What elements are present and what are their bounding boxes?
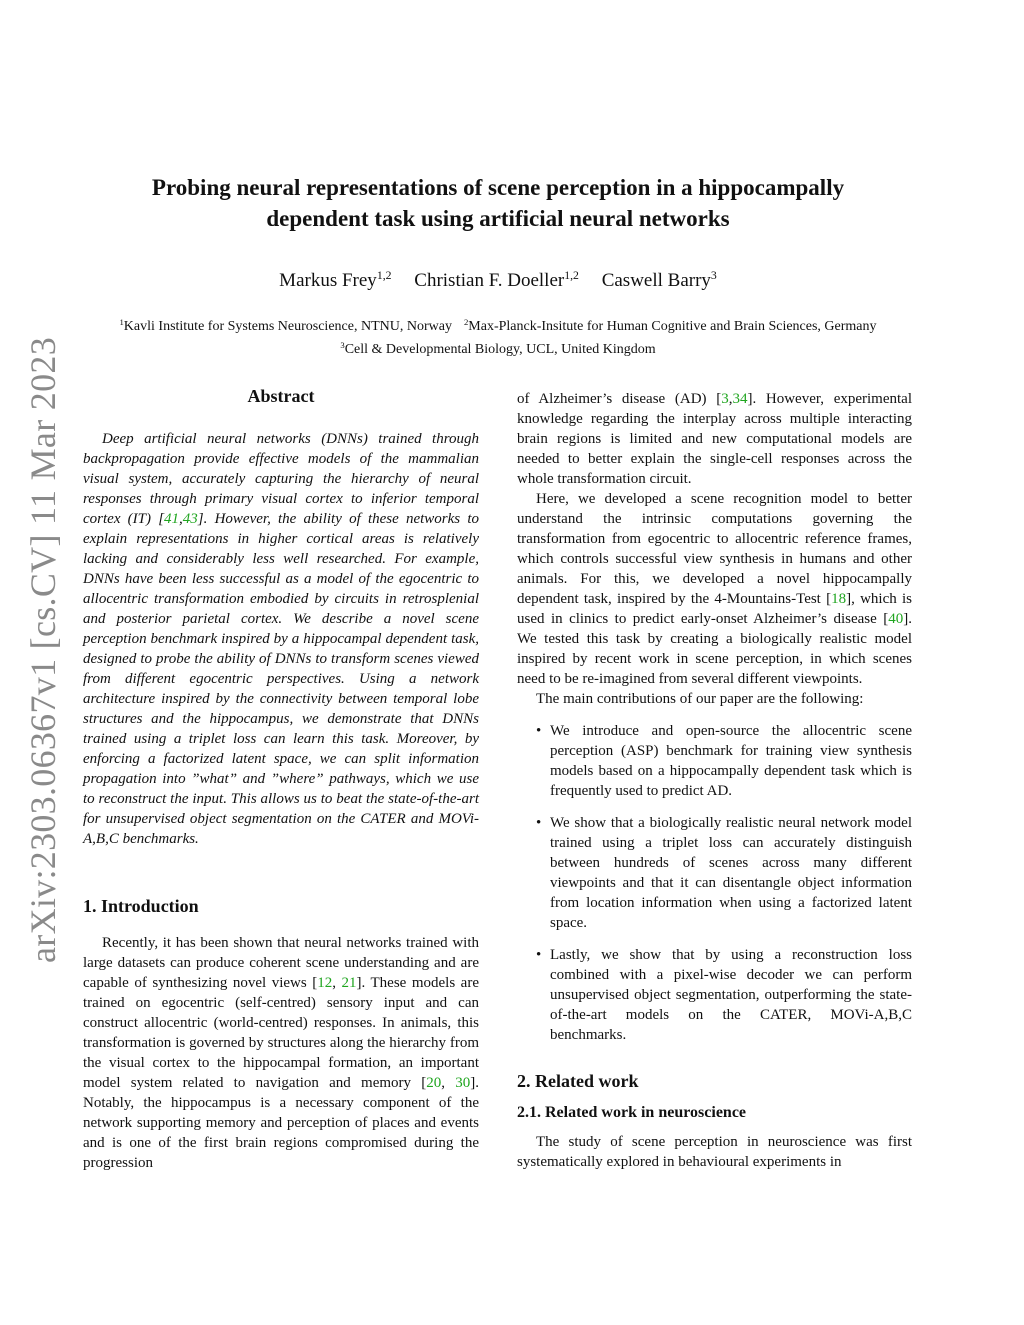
author-name: Christian F. Doeller [414, 270, 565, 291]
citation-link[interactable]: 30 [455, 1075, 471, 1091]
bullet-icon: • [536, 947, 542, 963]
bullet-icon: • [536, 815, 542, 831]
affiliation-2: $^2$Max-Planck-Insitute for Human Cognitive and Brain Sciences, Germany [463, 316, 877, 334]
author-affiliation-marker: 1,2 [564, 268, 579, 282]
author-affiliation-marker: 3 [710, 268, 717, 282]
affiliations-line-2 [80, 339, 916, 358]
citation-link[interactable]: 41 [164, 511, 180, 527]
contributions-list [517, 721, 912, 1045]
list-item: • Lastly, we show that by using a reconstruction loss combined with a pixel-wise decoder we can perform unsupervised object segmentation, outperforming the state-of-the-art models on the CATER, MOVi-A,B,C benchmarks. [536, 947, 912, 1043]
title-line-1: Probing neural representations of scene perception in a hippocampally [151, 175, 845, 200]
related-work-neuroscience-heading: 2.1. Related work in neuroscience [517, 1104, 747, 1121]
citation-link[interactable]: 12 [317, 975, 333, 991]
author-affiliation-marker: 1,2 [376, 268, 392, 282]
author-name: Markus Frey [279, 270, 377, 291]
left-column [83, 386, 479, 1173]
citation-link[interactable]: 43 [182, 511, 198, 527]
contributions-intro: The main contributions of our paper are the following: [536, 691, 864, 707]
arxiv-identifier-stamp: arXiv:2303.06367v1 [cs.CV] 11 Mar 2023 [23, 337, 63, 963]
author-1 [279, 270, 391, 291]
affiliations-line-1 [80, 316, 916, 335]
bullet-icon: • [536, 723, 542, 739]
list-item: • We show that a biologically realistic neural network model trained using a triplet loss can accurately distinguish between hundreds of scenes across many different viewpoints and that it can disentangle object information from location information when using a factorized latent space. [536, 815, 912, 931]
citation-link[interactable]: 20 [426, 1075, 442, 1091]
title-line-2: dependent task using artificial neural networks [266, 206, 730, 231]
affiliation-1: $^1$Kavli Institute for Systems Neuroscience, NTNU, Norway [119, 316, 452, 334]
abstract-heading: Abstract [247, 386, 315, 406]
list-item: • We introduce and open-source the allocentric scene perception (ASP) benchmark for training view synthesis models based on a hippocampally dependent task which is frequently used to predict AD. [536, 723, 912, 799]
paper-title [100, 172, 896, 234]
introduction-heading: 1. Introduction [83, 896, 199, 916]
author-3 [602, 270, 717, 291]
author-list [100, 270, 896, 292]
citation-link[interactable]: 3 [721, 391, 729, 407]
related-work-heading: 2. Related work [517, 1071, 639, 1091]
introduction-paragraph: Recently, it has been shown that neural networks trained with large datasets can produce coherent scene understanding and are capable of synthesizing novel views [12, 21]. These models are trained on egocentric (self-centred) sensory input and can construct allocentric (world-centred) responses. In animals, this transformation is governed by structures along the hierarchy from the visual cortex to the hippocampal formation, an important model system related to navigation and memory [20, 30]. Notably, the hippocampus is a necessary component of the network supporting memory and perception of places and events and is one of the first brain regions compromised during the progression [83, 935, 480, 1171]
author-2 [414, 270, 579, 291]
citation-link[interactable]: 18 [831, 591, 847, 607]
right-column [517, 389, 912, 1172]
intro-continuation-paragraph: of Alzheimer’s disease (AD) [3,34]. However, experimental knowledge regarding the interplay across multiple interacting brain regions is limited and new computational models are needed to better explain the single-cell responses across the whole transformation circuit. [517, 391, 912, 487]
author-name: Caswell Barry [601, 270, 711, 291]
citation-link[interactable]: 34 [732, 391, 748, 407]
related-work-paragraph: The study of scene perception in neuroscience was first systematically explored in behavioural experiments in [517, 1134, 912, 1170]
abstract-body: Deep artificial neural networks (DNNs) trained through backpropagation provide effective models of the mammalian visual system, accurately capturing the hierarchy of neural responses through primary visual cortex to inferior temporal cortex (IT) [41,43]. However, the ability of these networks to explain representations in higher cortical areas is relatively lacking and considerably less well researched. For example, DNNs have been less successful as a model of the egocentric to allocentric transformation embodied by circuits in retrosplenial and posterior parietal cortex. We describe a novel scene perception benchmark inspired by a hippocampal dependent task, designed to probe the ability of DNNs to transform scenes viewed from different egocentric perspectives. Using a network architecture inspired by the connectivity between temporal lobe structures and the hippocampus, we demonstrate that DNNs trained using a triplet loss can learn this task. Moreover, by enforcing a factorized latent space, we can split information propagation into ”what” and ”where” pathways, which we use to reconstruct the input. This allows us to beat the state-of-the-art for unsupervised object segmentation on the CATER and MOVi-A,B,C benchmarks. [83, 431, 479, 847]
citation-link[interactable]: 40 [888, 611, 904, 627]
scene-model-paragraph: Here, we developed a scene recognition model to better understand the intrinsic computations governing the transformation from egocentric to allocentric reference frames, which controls successful view synthesis in humans and other animals. For this, we developed a novel hippocampally dependent task, inspired by the 4-Mountains-Test [18], which is used in clinics to predict early-onset Alzheimer’s disease [40]. We tested this task by creating a biologically realistic model inspired by recent work in scene perception, in which scenes need to be re-imagined from several different viewpoints. [517, 491, 912, 687]
citation-link[interactable]: 21 [341, 975, 357, 991]
affiliation-3: $^3$Cell & Developmental Biology, UCL, United Kingdom [340, 339, 656, 357]
